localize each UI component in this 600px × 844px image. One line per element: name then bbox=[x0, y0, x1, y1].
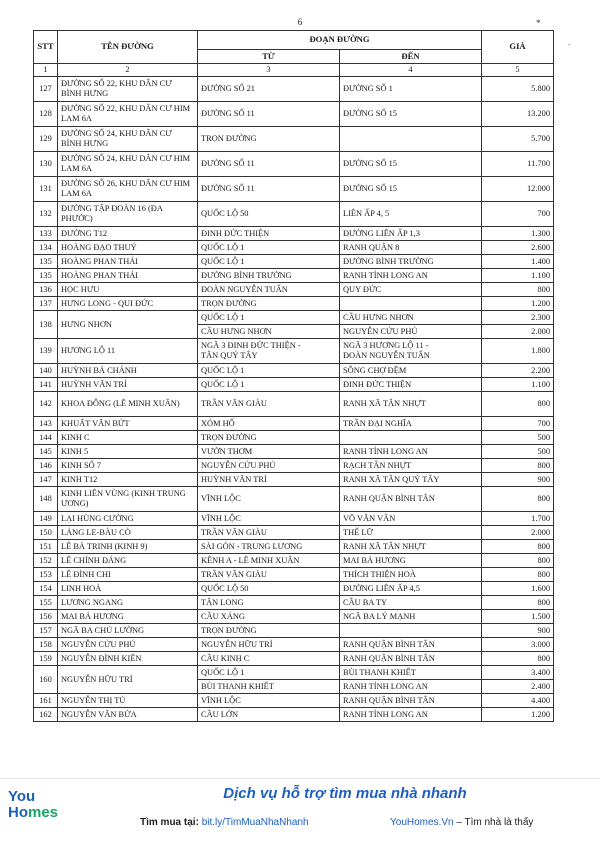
table-row bbox=[34, 255, 554, 269]
row-to bbox=[340, 431, 482, 445]
row-from: HUỲNH VĂN TRÍ bbox=[198, 473, 340, 487]
row-from: QUỐC LỘ 1 bbox=[198, 255, 340, 269]
row-from: TRẦN VĂN GIÀU bbox=[198, 568, 340, 582]
row-to: RANH TỈNH LONG AN bbox=[340, 708, 482, 722]
table-row bbox=[34, 297, 554, 311]
table-row bbox=[34, 364, 554, 378]
row-to: NGÃ BA LÝ MẠNH bbox=[340, 610, 482, 624]
row-street-name: LÊ BÁ TRINH (KINH 9) bbox=[58, 540, 198, 554]
row-street-name: HUỲNH BÁ CHÁNH bbox=[58, 364, 198, 378]
row-to: RANH QUẬN 8 bbox=[340, 241, 482, 255]
row-from: KÊNH A - LÊ MINH XUÂN bbox=[198, 554, 340, 568]
table-row bbox=[34, 202, 554, 227]
row-price: 2.400 bbox=[482, 680, 554, 694]
row-stt: 154 bbox=[34, 582, 58, 596]
row-to: RANH QUẬN BÌNH TÂN bbox=[340, 652, 482, 666]
row-from: VĨNH LỘC bbox=[198, 694, 340, 708]
row-from: ĐOÀN NGUYỄN TUẤN bbox=[198, 283, 340, 297]
row-to: BÙI THANH KHIẾT bbox=[340, 666, 482, 680]
row-to: MAI BÁ HƯƠNG bbox=[340, 554, 482, 568]
header-price: GIÁ bbox=[482, 31, 554, 64]
banner-title: Dịch vụ hỗ trợ tìm mua nhà nhanh bbox=[223, 785, 467, 802]
table-row bbox=[34, 339, 554, 364]
row-stt: 155 bbox=[34, 596, 58, 610]
table-row bbox=[34, 392, 554, 417]
row-to: ĐƯỜNG LIÊN ẤP 1,3 bbox=[340, 227, 482, 241]
row-from: BÙI THANH KHIẾT bbox=[198, 680, 340, 694]
table-row bbox=[34, 431, 554, 445]
header-index: 5 bbox=[482, 64, 554, 77]
table-row bbox=[34, 596, 554, 610]
row-price: 800 bbox=[482, 596, 554, 610]
row-street-name: ĐƯỜNG SỐ 26, KHU DÂN CƯ HIM LAM 6A bbox=[58, 177, 198, 202]
row-from: TRẦN VĂN GIÀU bbox=[198, 392, 340, 417]
land-price-table bbox=[33, 30, 554, 722]
row-from: SÀI GÒN - TRUNG LƯƠNG bbox=[198, 540, 340, 554]
row-stt: 161 bbox=[34, 694, 58, 708]
row-from: ĐƯỜNG BÌNH TRƯỜNG bbox=[198, 269, 340, 283]
header-index: 2 bbox=[58, 64, 198, 77]
row-street-name: LƯƠNG NGANG bbox=[58, 596, 198, 610]
row-from: ĐINH ĐỨC THIỆN bbox=[198, 227, 340, 241]
row-stt: 131 bbox=[34, 177, 58, 202]
row-price: 700 bbox=[482, 417, 554, 431]
row-stt: 149 bbox=[34, 512, 58, 526]
table-row bbox=[34, 127, 554, 152]
row-street-name: ĐƯỜNG SỐ 22, KHU DÂN CƯ BÌNH HƯNG bbox=[58, 77, 198, 102]
row-from: ĐƯỜNG SỐ 11 bbox=[198, 177, 340, 202]
row-street-name: ĐƯỜNG SỐ 22, KHU DÂN CƯ HIM LAM 6A bbox=[58, 102, 198, 127]
row-street-name: NGUYỄN HỮU TRÍ bbox=[58, 666, 198, 694]
row-street-name: NGUYỄN THỊ TÚ bbox=[58, 694, 198, 708]
row-price: 800 bbox=[482, 459, 554, 473]
row-to: RANH TỈNH LONG AN bbox=[340, 445, 482, 459]
table-row bbox=[34, 102, 554, 127]
row-stt: 144 bbox=[34, 431, 58, 445]
row-from: TRỌN ĐƯỜNG bbox=[198, 127, 340, 152]
row-street-name: NGUYỄN CỬU PHÚ bbox=[58, 638, 198, 652]
table-row bbox=[34, 652, 554, 666]
row-from: QUỐC LỘ 1 bbox=[198, 311, 340, 325]
row-street-name: HỌC HƯU bbox=[58, 283, 198, 297]
tagline-text: – Tìm nhà là thấy bbox=[453, 817, 534, 828]
table-row bbox=[34, 378, 554, 392]
row-stt: 160 bbox=[34, 666, 58, 694]
row-price: 2.200 bbox=[482, 364, 554, 378]
row-to: ĐƯỜNG BÌNH TRƯỜNG bbox=[340, 255, 482, 269]
row-price: 12.000 bbox=[482, 177, 554, 202]
row-price: 1.300 bbox=[482, 227, 554, 241]
row-street-name: HUỲNH VĂN TRÍ bbox=[58, 378, 198, 392]
row-stt: 132 bbox=[34, 202, 58, 227]
row-street-name: MAI BÁ HƯƠNG bbox=[58, 610, 198, 624]
row-stt: 157 bbox=[34, 624, 58, 638]
row-from: QUỐC LỘ 1 bbox=[198, 666, 340, 680]
row-price: 500 bbox=[482, 431, 554, 445]
row-stt: 142 bbox=[34, 392, 58, 417]
row-from: VĨNH LỘC bbox=[198, 487, 340, 512]
row-from: TÂN LONG bbox=[198, 596, 340, 610]
row-stt: 138 bbox=[34, 311, 58, 339]
corner-mark: . bbox=[568, 38, 570, 47]
row-from: QUỐC LỘ 1 bbox=[198, 241, 340, 255]
row-street-name: KINH 5 bbox=[58, 445, 198, 459]
row-stt: 127 bbox=[34, 77, 58, 102]
header-index: 1 bbox=[34, 64, 58, 77]
row-street-name: NGUYỄN ĐÌNH KIÊN bbox=[58, 652, 198, 666]
table-row bbox=[34, 512, 554, 526]
row-street-name: ĐƯỜNG T12 bbox=[58, 227, 198, 241]
row-from: VƯỜN THƠM bbox=[198, 445, 340, 459]
row-stt: 151 bbox=[34, 540, 58, 554]
row-price: 900 bbox=[482, 473, 554, 487]
table-row bbox=[34, 582, 554, 596]
row-from: ĐƯỜNG SỐ 11 bbox=[198, 152, 340, 177]
header-from: TỪ bbox=[198, 50, 340, 64]
row-stt: 152 bbox=[34, 554, 58, 568]
row-street-name: ĐƯỜNG SỐ 24, KHU DÂN CƯ HIM LAM 6A bbox=[58, 152, 198, 177]
row-price: 5.800 bbox=[482, 77, 554, 102]
row-price: 2.000 bbox=[482, 526, 554, 540]
row-street-name: HOÀNG PHAN THÁI bbox=[58, 255, 198, 269]
row-street-name: HƯNG LONG - QUI ĐỨC bbox=[58, 297, 198, 311]
footer-banner bbox=[0, 778, 600, 844]
row-to bbox=[340, 297, 482, 311]
row-stt: 148 bbox=[34, 487, 58, 512]
row-from: TRỌN ĐƯỜNG bbox=[198, 297, 340, 311]
row-from: CẦU KINH C bbox=[198, 652, 340, 666]
row-to: ĐƯỜNG SỐ 15 bbox=[340, 102, 482, 127]
table-row bbox=[34, 708, 554, 722]
row-price: 800 bbox=[482, 392, 554, 417]
row-price: 800 bbox=[482, 568, 554, 582]
table-row bbox=[34, 227, 554, 241]
row-street-name: KHOA ĐÔNG (LÊ MINH XUÂN) bbox=[58, 392, 198, 417]
row-street-name: LÊ CHÍNH ĐÁNG bbox=[58, 554, 198, 568]
row-stt: 156 bbox=[34, 610, 58, 624]
table-row bbox=[34, 445, 554, 459]
banner-search bbox=[140, 817, 309, 828]
row-from: NGUYỄN CỬU PHÚ bbox=[198, 459, 340, 473]
row-from: NGÃ 3 ĐINH ĐỨC THIỆN - TÂN QUÝ TÂY bbox=[198, 339, 340, 364]
header-street-name: TÊN ĐƯỜNG bbox=[58, 31, 198, 64]
row-from: QUỐC LỘ 1 bbox=[198, 364, 340, 378]
row-street-name: ĐƯỜNG SỐ 24, KHU DÂN CƯ BÌNH HƯNG bbox=[58, 127, 198, 152]
table-row bbox=[34, 283, 554, 297]
row-street-name: KINH LIÊN VÙNG (KINH TRUNG ƯƠNG) bbox=[58, 487, 198, 512]
row-stt: 139 bbox=[34, 339, 58, 364]
row-from: CẦU HƯNG NHƠN bbox=[198, 325, 340, 339]
row-stt: 147 bbox=[34, 473, 58, 487]
row-from: NGUYỄN HỮU TRÍ bbox=[198, 638, 340, 652]
row-stt: 128 bbox=[34, 102, 58, 127]
row-price: 800 bbox=[482, 554, 554, 568]
row-to: RANH TỈNH LONG AN bbox=[340, 269, 482, 283]
row-price: 900 bbox=[482, 624, 554, 638]
row-price: 2.000 bbox=[482, 325, 554, 339]
table-row bbox=[34, 311, 554, 325]
row-to: CẦU BA TY bbox=[340, 596, 482, 610]
row-from: TRẦN VĂN GIÀU bbox=[198, 526, 340, 540]
row-price: 800 bbox=[482, 487, 554, 512]
page-number: 6 bbox=[297, 17, 303, 27]
row-stt: 146 bbox=[34, 459, 58, 473]
row-to: RANH QUẬN BÌNH TÂN bbox=[340, 694, 482, 708]
corner-mark: * bbox=[536, 18, 541, 28]
row-to bbox=[340, 127, 482, 152]
row-street-name: KINH C bbox=[58, 431, 198, 445]
row-to: NGUYỄN CỬU PHÚ bbox=[340, 325, 482, 339]
search-label: Tìm mua tại: bbox=[140, 817, 199, 828]
row-from: TRỌN ĐƯỜNG bbox=[198, 431, 340, 445]
row-price: 1.100 bbox=[482, 378, 554, 392]
row-street-name: NGUYỄN VĂN BỨA bbox=[58, 708, 198, 722]
row-street-name: LÊ ĐÌNH CHI bbox=[58, 568, 198, 582]
row-from: VĨNH LỘC bbox=[198, 512, 340, 526]
row-to: THÍCH THIỆN HOÀ bbox=[340, 568, 482, 582]
row-price: 2.600 bbox=[482, 241, 554, 255]
row-stt: 140 bbox=[34, 364, 58, 378]
row-price: 2.300 bbox=[482, 311, 554, 325]
row-street-name: LINH HOÀ bbox=[58, 582, 198, 596]
header-segment: ĐOẠN ĐƯỜNG bbox=[198, 31, 482, 50]
logo-text bbox=[8, 805, 78, 821]
row-from: ĐƯỜNG SỐ 21 bbox=[198, 77, 340, 102]
row-street-name: KHUẤT VĂN BỨT bbox=[58, 417, 198, 431]
table-row bbox=[34, 624, 554, 638]
table-row bbox=[34, 540, 554, 554]
row-price: 1.600 bbox=[482, 582, 554, 596]
row-to: LIÊN ẤP 4, 5 bbox=[340, 202, 482, 227]
row-to: VÕ VĂN VÂN bbox=[340, 512, 482, 526]
row-street-name: HOÀNG ĐẠO THUÝ bbox=[58, 241, 198, 255]
table-row bbox=[34, 152, 554, 177]
row-to: RANH XÃ TÂN NHỰT bbox=[340, 392, 482, 417]
table-row bbox=[34, 554, 554, 568]
table-row bbox=[34, 666, 554, 680]
row-stt: 150 bbox=[34, 526, 58, 540]
row-from: CẦU LỚN bbox=[198, 708, 340, 722]
row-to: ĐƯỜNG SỐ 1 bbox=[340, 77, 482, 102]
logo-text: You bbox=[8, 788, 36, 805]
banner-tagline bbox=[390, 817, 533, 828]
table-row bbox=[34, 473, 554, 487]
row-to: RANH QUẬN BÌNH TÂN bbox=[340, 487, 482, 512]
logo-text-accent: mes bbox=[28, 804, 59, 821]
table-row bbox=[34, 638, 554, 652]
table-row bbox=[34, 459, 554, 473]
search-link[interactable]: bit.ly/TimMuaNhaNhanh bbox=[201, 817, 309, 828]
row-to: SÔNG CHỢ ĐỆM bbox=[340, 364, 482, 378]
header-index: 3 bbox=[198, 64, 340, 77]
row-street-name: KINH SỐ 7 bbox=[58, 459, 198, 473]
table-row bbox=[34, 269, 554, 283]
row-to: RANH QUẬN BÌNH TÂN bbox=[340, 638, 482, 652]
youhomes-logo[interactable] bbox=[8, 789, 78, 835]
row-price: 1.800 bbox=[482, 339, 554, 364]
table-row bbox=[34, 526, 554, 540]
row-price: 1.500 bbox=[482, 610, 554, 624]
row-to: TRẦN ĐẠI NGHĨA bbox=[340, 417, 482, 431]
row-to: RANH XÃ TÂN NHỰT bbox=[340, 540, 482, 554]
row-price: 800 bbox=[482, 652, 554, 666]
table-row bbox=[34, 77, 554, 102]
row-to: ĐƯỜNG SỐ 15 bbox=[340, 177, 482, 202]
header-to: ĐẾN bbox=[340, 50, 482, 64]
header-stt: STT bbox=[34, 31, 58, 64]
row-stt: 143 bbox=[34, 417, 58, 431]
row-stt: 137 bbox=[34, 297, 58, 311]
row-street-name: HOÀNG PHAN THÁI bbox=[58, 269, 198, 283]
row-price: 3.000 bbox=[482, 638, 554, 652]
row-stt: 162 bbox=[34, 708, 58, 722]
table-row bbox=[34, 177, 554, 202]
row-to: ĐƯỜNG SỐ 15 bbox=[340, 152, 482, 177]
row-price: 1.400 bbox=[482, 255, 554, 269]
row-street-name: HƯNG NHƠN bbox=[58, 311, 198, 339]
row-price: 800 bbox=[482, 540, 554, 554]
header-index: 4 bbox=[340, 64, 482, 77]
table-row bbox=[34, 487, 554, 512]
row-stt: 136 bbox=[34, 283, 58, 297]
row-stt: 153 bbox=[34, 568, 58, 582]
row-stt: 130 bbox=[34, 152, 58, 177]
row-to: ĐƯỜNG LIÊN ẤP 4,5 bbox=[340, 582, 482, 596]
table-row bbox=[34, 694, 554, 708]
table-row bbox=[34, 241, 554, 255]
row-street-name: LÁNG LE-BÀU CÒ bbox=[58, 526, 198, 540]
row-from: QUỐC LỘ 50 bbox=[198, 202, 340, 227]
row-to bbox=[340, 624, 482, 638]
table-body bbox=[34, 77, 554, 722]
row-street-name: NGÃ BA CHÚ LƯỜNG bbox=[58, 624, 198, 638]
row-from: ĐƯỜNG SỐ 11 bbox=[198, 102, 340, 127]
row-from: TRỌN ĐƯỜNG bbox=[198, 624, 340, 638]
row-to: RẠCH TÂN NHỰT bbox=[340, 459, 482, 473]
row-stt: 159 bbox=[34, 652, 58, 666]
row-price: 13.200 bbox=[482, 102, 554, 127]
row-street-name: ĐƯỜNG TẬP ĐOÀN 16 (ĐA PHƯỚC) bbox=[58, 202, 198, 227]
row-price: 800 bbox=[482, 283, 554, 297]
row-to: ĐINH ĐỨC THIỆN bbox=[340, 378, 482, 392]
row-price: 1.100 bbox=[482, 269, 554, 283]
site-link[interactable]: YouHomes.Vn bbox=[390, 817, 454, 828]
row-stt: 145 bbox=[34, 445, 58, 459]
row-to: THẾ LỮ bbox=[340, 526, 482, 540]
row-stt: 135 bbox=[34, 255, 58, 269]
row-stt: 129 bbox=[34, 127, 58, 152]
row-street-name: LẠI HÙNG CƯỜNG bbox=[58, 512, 198, 526]
row-to: CẦU HƯNG NHƠN bbox=[340, 311, 482, 325]
row-price: 1.200 bbox=[482, 708, 554, 722]
row-price: 3.400 bbox=[482, 666, 554, 680]
table-row bbox=[34, 417, 554, 431]
row-to: RANH TỈNH LONG AN bbox=[340, 680, 482, 694]
row-stt: 158 bbox=[34, 638, 58, 652]
row-price: 1.700 bbox=[482, 512, 554, 526]
row-price: 11.700 bbox=[482, 152, 554, 177]
table-row bbox=[34, 610, 554, 624]
row-price: 1.200 bbox=[482, 297, 554, 311]
row-street-name: KINH T12 bbox=[58, 473, 198, 487]
row-street-name: HƯƠNG LỘ 11 bbox=[58, 339, 198, 364]
row-price: 700 bbox=[482, 202, 554, 227]
row-price: 500 bbox=[482, 445, 554, 459]
table-row bbox=[34, 568, 554, 582]
row-stt: 133 bbox=[34, 227, 58, 241]
row-stt: 134 bbox=[34, 241, 58, 255]
row-price: 5.700 bbox=[482, 127, 554, 152]
row-from: XÓM HỐ bbox=[198, 417, 340, 431]
row-stt: 141 bbox=[34, 378, 58, 392]
row-to: RANH XÃ TÂN QUÝ TÂY bbox=[340, 473, 482, 487]
row-stt: 135 bbox=[34, 269, 58, 283]
row-price: 4.400 bbox=[482, 694, 554, 708]
row-from: QUỐC LỘ 1 bbox=[198, 378, 340, 392]
row-from: CẦU XÁNG bbox=[198, 610, 340, 624]
logo-text-part: Ho bbox=[8, 804, 28, 821]
row-to: NGÃ 3 HƯƠNG LỘ 11 - ĐOÀN NGUYỄN TUẤN bbox=[340, 339, 482, 364]
row-from: QUỐC LỘ 50 bbox=[198, 582, 340, 596]
row-to: QUY ĐỨC bbox=[340, 283, 482, 297]
